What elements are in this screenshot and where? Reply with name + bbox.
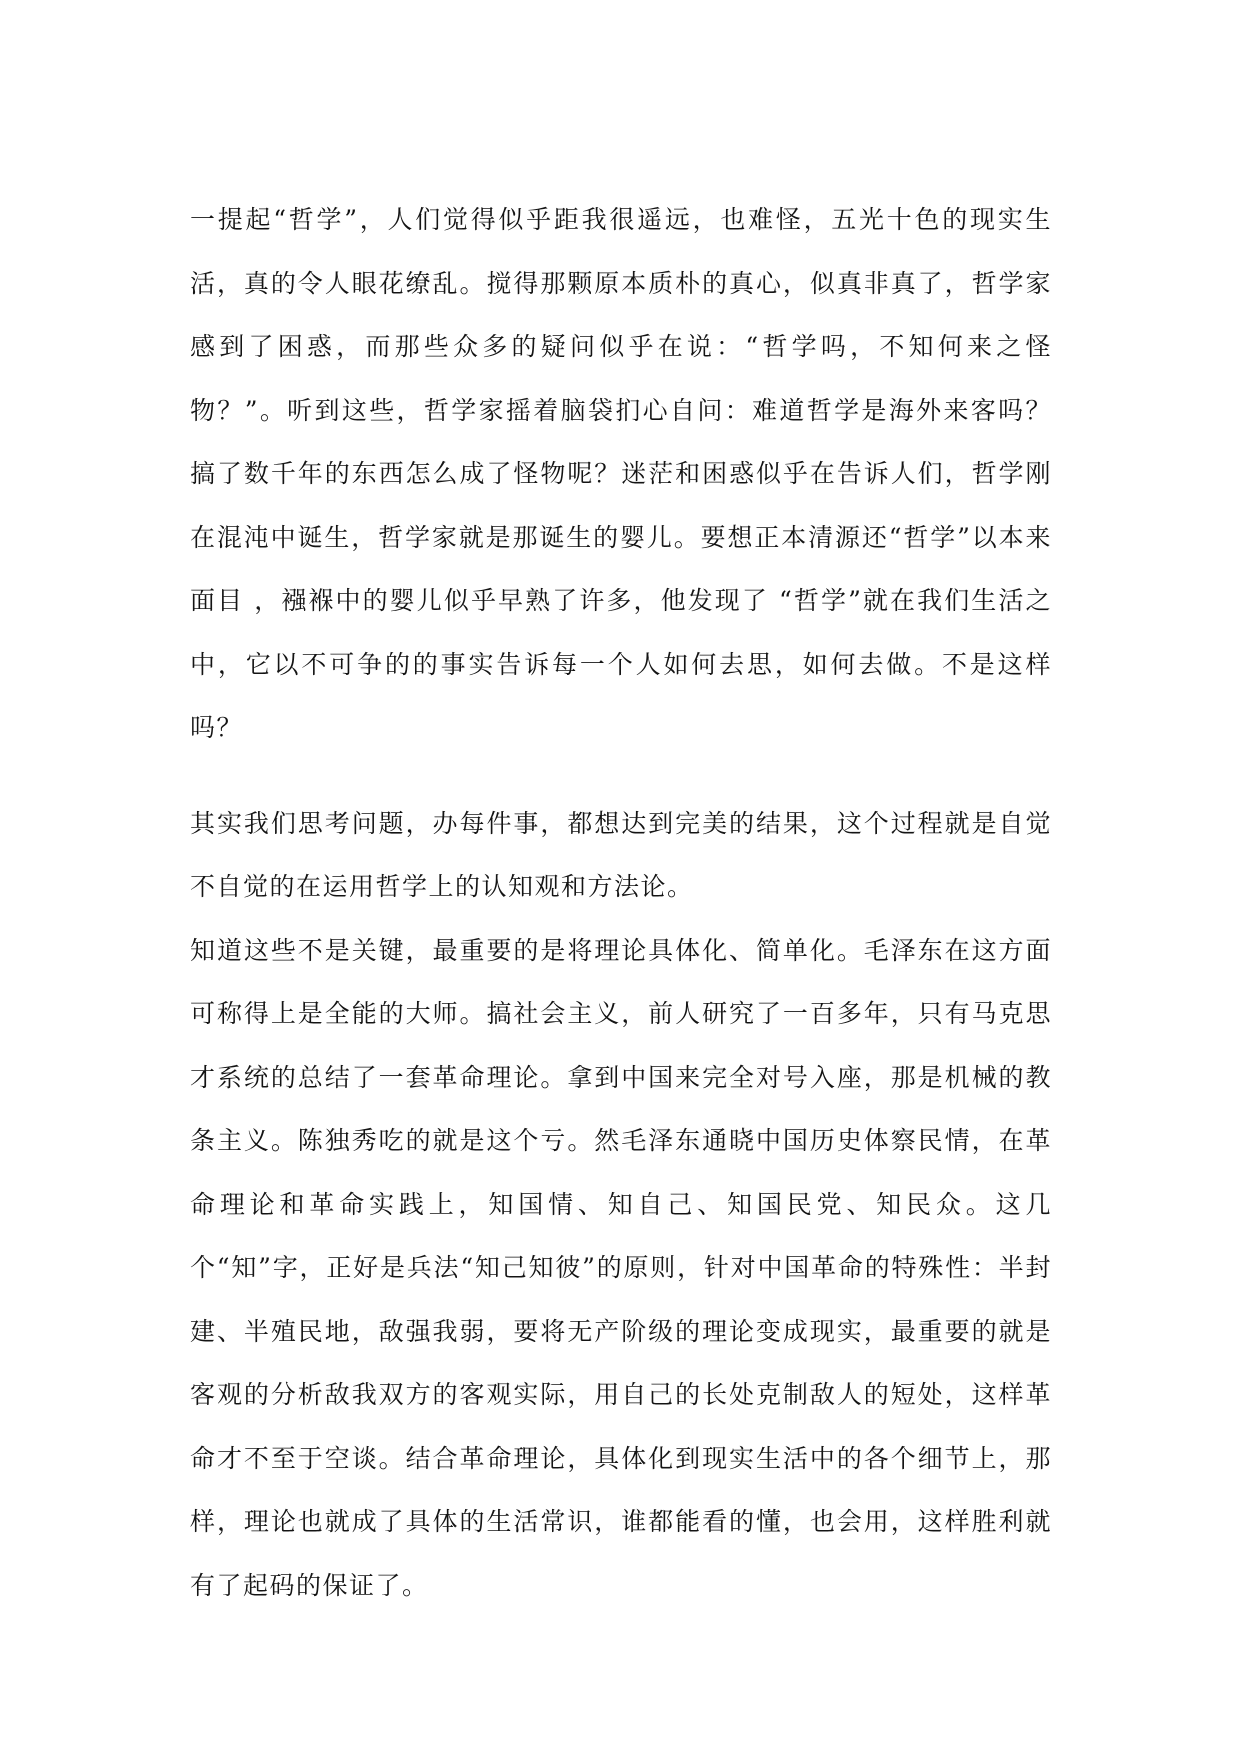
paragraph-2: 其实我们思考问题，办每件事，都想达到完美的结果，这个过程就是自觉不自觉的在运用哲学上的认知观和方法论。 (190, 808, 1052, 901)
paragraph-spacer (190, 760, 1052, 792)
document-body (190, 188, 1052, 1617)
paragraph-3: 知道这些不是关键，最重要的是将理论具体化、简单化。毛泽东在这方面可称得上是全能的大师。搞社会主义，前人研究了一百多年，只有马克思才系统的总结了一套革命理论。拿到中国来完全对号入座，那是机械的教条主义。陈独秀吃的就是这个亏。然毛泽东通晓中国历史体察民情，在革命理论和革命实践上，知国情、知自己、知国民党、知民众。这几个“知”字，正好是兵法“知己知彼”的原则，针对中国革命的特殊性：半封建、半殖民地，敌强我弱，要将无产阶级的理论变成现实，最重要的就是客观的分析敌我双方的客观实际，用自己的长处克制敌人的短处，这样革命才不至于空谈。结合革命理论，具体化到现实生活中的各个细节上，那样，理论也就成了具体的生活常识，谁都能看的懂，也会用，这样胜利就有了起码的保证了。 (190, 935, 1052, 1600)
paragraph-1: 一提起“哲学”，人们觉得似乎距我很遥远，也难怪，五光十色的现实生活，真的令人眼花缭乱。搅得那颗原本质朴的真心，似真非真了，哲学家感到了困惑，而那些众多的疑问似乎在说：“哲学吗，不知何来之怪物？”。听到这些，哲学家摇着脑袋扪心自问：难道哲学是海外来客吗？搞了数千年的东西怎么成了怪物呢？迷茫和困惑似乎在告诉人们，哲学刚在混沌中诞生，哲学家就是那诞生的婴儿。要想正本清源还“哲学”以本来面目 ，襁褓中的婴儿似乎早熟了许多，他发现了 “哲学”就在我们生活之中，它以不可争的的事实告诉每一个人如何去思，如何去做。不是这样吗？ (190, 205, 1052, 742)
